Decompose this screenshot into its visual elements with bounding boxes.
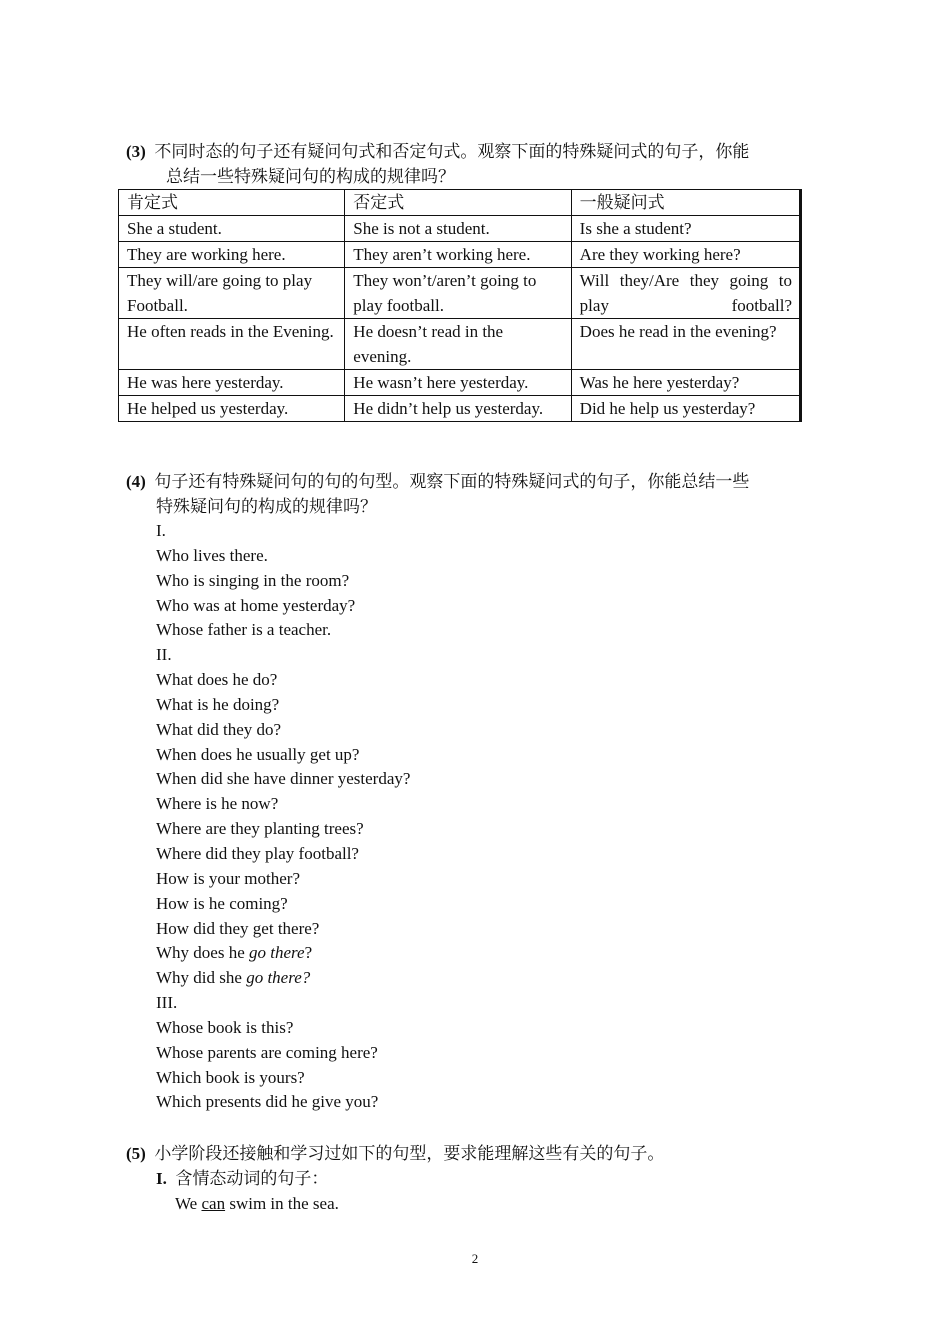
table-cell: He didn’t help us yesterday. xyxy=(345,396,571,422)
why-1-suffix: ? xyxy=(304,943,313,963)
list-item: Whose father is a teacher. xyxy=(156,620,332,640)
example-sentences xyxy=(156,519,410,1115)
section-5-sub-label: I. xyxy=(156,1169,167,1188)
section-4-number: (4) xyxy=(126,472,146,491)
list-item: How did they get there? xyxy=(156,918,320,938)
table-cell: Are they working here? xyxy=(571,242,800,268)
list-item: Whose parents are coming here? xyxy=(156,1042,378,1062)
table-cell: She is not a student. xyxy=(345,216,571,242)
table-cell: They are working here. xyxy=(119,242,345,268)
table-header-row xyxy=(119,190,801,216)
section-5-line1: 小学阶段还接触和学习过如下的句型，要求能理解这些有关的句子。 xyxy=(154,1144,665,1163)
list-item: When did she have dinner yesterday? xyxy=(156,769,411,789)
list-item: Who was at home yesterday? xyxy=(156,595,356,615)
table-cell: He helped us yesterday. xyxy=(119,396,345,422)
list-item: How is your mother? xyxy=(156,868,301,888)
example-after: swim in the sea. xyxy=(225,1194,339,1213)
section-4-line1: 句子还有特殊疑问句的句的句型。观察下面的特殊疑问式的句子，你能总结一些 xyxy=(154,472,750,491)
table-cell: Was he here yesterday? xyxy=(571,370,800,396)
list-item: Who lives there. xyxy=(156,545,268,565)
list-item: When does he usually get up? xyxy=(156,744,360,764)
table-row xyxy=(119,268,801,319)
list-item-why-2 xyxy=(156,966,410,991)
list-item: Where is he now? xyxy=(156,794,279,814)
why-1-italic: go there xyxy=(249,943,305,963)
header-negative: 否定式 xyxy=(345,190,571,216)
list-item: Where are they planting trees? xyxy=(156,819,364,839)
group-1-label: I. xyxy=(156,521,166,540)
why-2-prefix: Why did she xyxy=(156,968,247,988)
table-cell: She a student. xyxy=(119,216,345,242)
list-item-why-1 xyxy=(156,941,410,966)
example-before: We xyxy=(175,1194,202,1213)
section-4 xyxy=(126,469,846,519)
group-2-label: II. xyxy=(156,645,172,665)
table-cell: They will/are going to play Football. xyxy=(119,268,345,319)
list-item: What does he do? xyxy=(156,670,278,690)
list-item: Who is singing in the room? xyxy=(156,570,350,590)
section-5-example xyxy=(126,1191,846,1216)
table-row xyxy=(119,216,801,242)
table-row xyxy=(119,242,801,268)
list-item: Which book is yours? xyxy=(156,1067,305,1087)
table-cell: He doesn’t read in the evening. xyxy=(345,319,571,370)
table-cell: He was here yesterday. xyxy=(119,370,345,396)
section-3 xyxy=(126,139,846,189)
sentence-forms-table xyxy=(118,189,802,422)
table-row xyxy=(119,370,801,396)
list-item: Whose book is this? xyxy=(156,1017,294,1037)
header-question: 一般疑问式 xyxy=(571,190,800,216)
section-5-number: (5) xyxy=(126,1144,146,1163)
section-3-line1: 不同时态的句子还有疑问句式和否定句式。观察下面的特殊疑问式的句子，你能 xyxy=(154,142,750,161)
section-3-number: (3) xyxy=(126,142,146,161)
section-3-line2: 总结一些特殊疑问句的构成的规律吗？ xyxy=(166,167,455,186)
table-cell: They aren’t working here. xyxy=(345,242,571,268)
table-cell: Did he help us yesterday? xyxy=(571,396,800,422)
table-cell: Does he read in the evening? xyxy=(571,319,800,370)
why-1-prefix: Why does he xyxy=(156,943,250,963)
table-cell: Is she a student? xyxy=(571,216,800,242)
page-number: 2 xyxy=(471,1251,479,1266)
section-5 xyxy=(126,1141,846,1216)
list-item: Where did they play football? xyxy=(156,843,359,863)
list-item: What is he doing? xyxy=(156,694,280,714)
header-affirmative: 肯定式 xyxy=(119,190,345,216)
section-4-line2: 特殊疑问句的构成的规律吗？ xyxy=(156,497,377,516)
example-underlined: can xyxy=(201,1194,226,1213)
list-item: What did they do? xyxy=(156,719,282,739)
table-row xyxy=(119,396,801,422)
list-item: How is he coming? xyxy=(156,893,288,913)
group-3-label: III. xyxy=(156,993,178,1013)
section-5-sub-text: 含情态动词的句子： xyxy=(175,1169,329,1188)
table-cell: He wasn’t here yesterday. xyxy=(345,370,571,396)
table-cell: He often reads in the Evening. xyxy=(119,319,345,370)
table-cell: Will they/Are they going to play football? xyxy=(571,268,800,319)
list-item: Which presents did he give you? xyxy=(156,1092,379,1112)
why-2-italic: go there? xyxy=(246,968,311,988)
table-row xyxy=(119,319,801,370)
table-cell: They won’t/aren’t going to play football. xyxy=(345,268,571,319)
